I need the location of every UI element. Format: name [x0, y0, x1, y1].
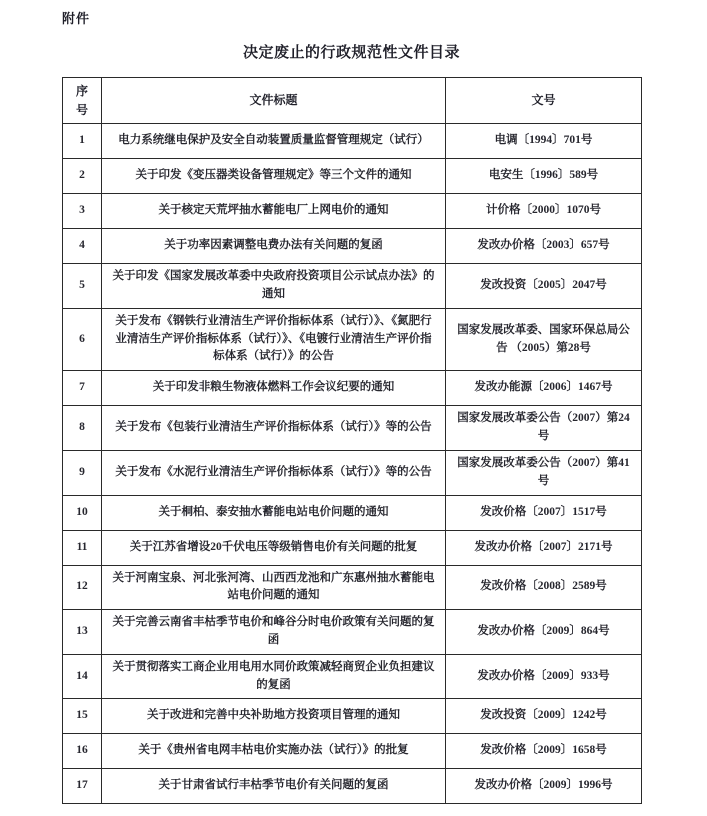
- row-number: 8: [63, 406, 102, 451]
- document-number: 发改办价格〔2003〕657号: [446, 229, 642, 264]
- document-title: 关于贯彻落实工商企业用电用水同价政策减轻商贸企业负担建议的复函: [102, 654, 446, 699]
- document-number: 电安生〔1996〕589号: [446, 159, 642, 194]
- table-body: [63, 124, 642, 804]
- document-title: 关于完善云南省丰枯季节电价和峰谷分时电价政策有关问题的复函: [102, 610, 446, 655]
- document-title: 关于印发《变压器类设备管理规定》等三个文件的通知: [102, 159, 446, 194]
- table-row: [63, 734, 642, 769]
- table-row: [63, 769, 642, 804]
- document-number: 计价格〔2000〕1070号: [446, 194, 642, 229]
- attachment-label: 附件: [62, 11, 91, 26]
- document-number: 发改办能源〔2006〕1467号: [446, 371, 642, 406]
- document-title: 关于功率因素调整电费办法有关问题的复函: [102, 229, 446, 264]
- table-row: [63, 699, 642, 734]
- document-number: 国家发展改革委公告（2007）第24号: [446, 406, 642, 451]
- document-number: 发改价格〔2007〕1517号: [446, 495, 642, 530]
- row-number: 5: [63, 264, 102, 309]
- column-header-number: 序号: [63, 78, 102, 124]
- table-row: [63, 229, 642, 264]
- document-title: 电力系统继电保护及安全自动装置质量监督管理规定（试行）: [102, 124, 446, 159]
- document-title: 关于发布《钢铁行业清洁生产评价指标体系（试行）》、《氮肥行业清洁生产评价指标体系（试行）》、《电镀行业清洁生产评价指标体系（试行）》的公告: [102, 308, 446, 370]
- document-title: 关于印发非粮生物液体燃料工作会议纪要的通知: [102, 371, 446, 406]
- row-number: 9: [63, 450, 102, 495]
- document-title: 关于改进和完善中央补助地方投资项目管理的通知: [102, 699, 446, 734]
- row-number: 12: [63, 565, 102, 610]
- document-title: 关于江苏省增设20千伏电压等级销售电价有关问题的批复: [102, 530, 446, 565]
- document-number: 发改办价格〔2009〕933号: [446, 654, 642, 699]
- row-number: 16: [63, 734, 102, 769]
- abolished-documents-table: [62, 77, 642, 804]
- row-number: 10: [63, 495, 102, 530]
- row-number: 3: [63, 194, 102, 229]
- document-number: 发改办价格〔2009〕864号: [446, 610, 642, 655]
- table-row: [63, 308, 642, 370]
- table-row: [63, 565, 642, 610]
- table-row: [63, 124, 642, 159]
- document-number: 电调〔1994〕701号: [446, 124, 642, 159]
- table-row: [63, 264, 642, 309]
- document-title: 关于甘肃省试行丰枯季节电价有关问题的复函: [102, 769, 446, 804]
- row-number: 6: [63, 308, 102, 370]
- document-title: 关于桐柏、泰安抽水蓄能电站电价问题的通知: [102, 495, 446, 530]
- row-number: 17: [63, 769, 102, 804]
- document-title: 关于河南宝泉、河北张河湾、山西西龙池和广东惠州抽水蓄能电站电价问题的通知: [102, 565, 446, 610]
- column-header-title: 文件标题: [102, 78, 446, 124]
- document-title: 关于《贵州省电网丰枯电价实施办法（试行）》的批复: [102, 734, 446, 769]
- column-header-doc-number: 文号: [446, 78, 642, 124]
- table-row: [63, 530, 642, 565]
- table-row: [63, 194, 642, 229]
- page-title: 决定废止的行政规范性文件目录: [242, 45, 460, 61]
- table-row: [63, 159, 642, 194]
- document-title: 关于印发《国家发展改革委中央政府投资项目公示试点办法》的通知: [102, 264, 446, 309]
- document-title: 关于发布《水泥行业清洁生产评价指标体系（试行）》等的公告: [102, 450, 446, 495]
- table-header-row: [63, 78, 642, 124]
- document-number: 国家发展改革委公告（2007）第41号: [446, 450, 642, 495]
- row-number: 15: [63, 699, 102, 734]
- document-number: 发改办价格〔2009〕1996号: [446, 769, 642, 804]
- table-row: [63, 450, 642, 495]
- document-number: 发改价格〔2008〕2589号: [446, 565, 642, 610]
- row-number: 13: [63, 610, 102, 655]
- document-number: 发改投资〔2005〕2047号: [446, 264, 642, 309]
- row-number: 2: [63, 159, 102, 194]
- table-row: [63, 406, 642, 451]
- table-row: [63, 495, 642, 530]
- document-number: 发改价格〔2009〕1658号: [446, 734, 642, 769]
- document-number: 国家发展改革委、国家环保总局公告 （2005）第28号: [446, 308, 642, 370]
- document-number: 发改办价格〔2007〕2171号: [446, 530, 642, 565]
- table-row: [63, 610, 642, 655]
- row-number: 4: [63, 229, 102, 264]
- row-number: 14: [63, 654, 102, 699]
- row-number: 1: [63, 124, 102, 159]
- document-number: 发改投资〔2009〕1242号: [446, 699, 642, 734]
- document-title: 关于发布《包装行业清洁生产评价指标体系（试行）》等的公告: [102, 406, 446, 451]
- row-number: 7: [63, 371, 102, 406]
- table-row: [63, 371, 642, 406]
- document-title: 关于核定天荒坪抽水蓄能电厂上网电价的通知: [102, 194, 446, 229]
- table-row: [63, 654, 642, 699]
- row-number: 11: [63, 530, 102, 565]
